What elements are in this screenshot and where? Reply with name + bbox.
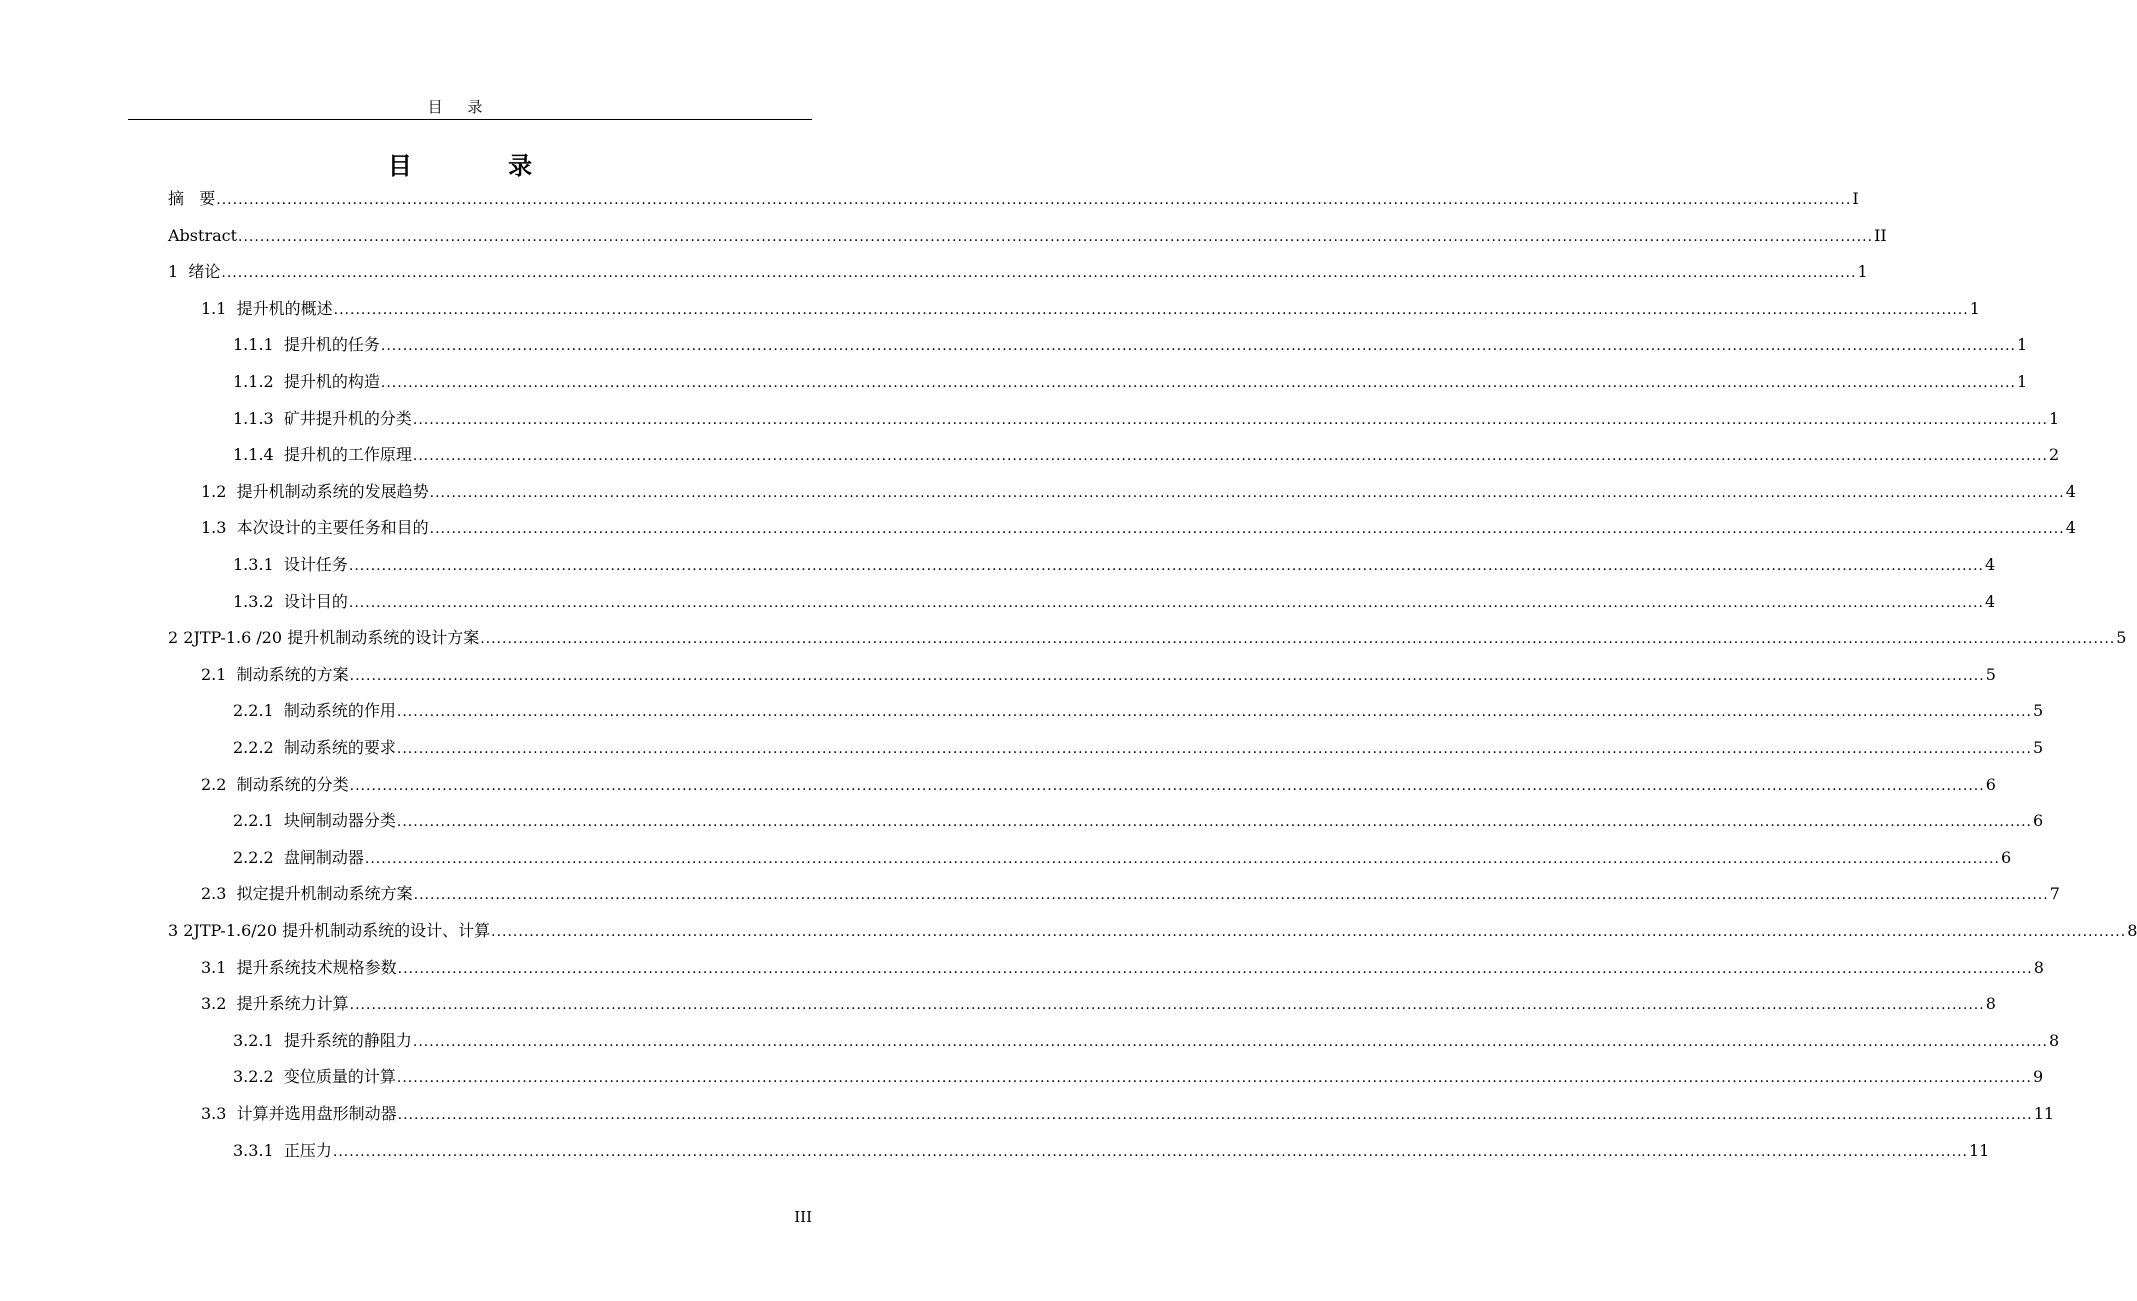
toc-entry-number: 3.3 <box>201 1104 237 1123</box>
toc-entry-page: 1 <box>2016 335 2028 355</box>
toc-entry[interactable] <box>168 1060 2044 1088</box>
header-rule <box>128 119 812 120</box>
toc-entry[interactable] <box>168 768 1996 796</box>
toc-leader-dots: ............................................................................................................................................................................................................................................................................................................ <box>221 265 1857 282</box>
toc-entry[interactable] <box>168 914 2137 942</box>
toc-entry-title: 提升机的工作原理 <box>283 445 412 465</box>
toc-entry[interactable] <box>168 219 1887 247</box>
toc-entry-number: 3.3.1 <box>233 1140 284 1160</box>
toc-entry-page: 4 <box>2065 518 2076 538</box>
toc-entry-number: 1.2 <box>201 481 237 501</box>
toc-entry[interactable] <box>168 585 1996 613</box>
toc-leader-dots: ............................................................................................................................................................................................................................................................................................................ <box>349 777 1985 794</box>
toc-entry-title: 提升机的概述 <box>236 298 333 318</box>
toc-leader-dots: ............................................................................................................................................................................................................................................................................................................ <box>397 960 2033 977</box>
toc-entry-page: 8 <box>2048 1030 2060 1050</box>
toc-entry-page: 5 <box>2032 738 2044 757</box>
toc-leader-dots: ............................................................................................................................................................................................................................................................................................................ <box>396 741 2032 757</box>
toc-leader-dots: ............................................................................................................................................................................................................................................................................................................ <box>348 594 1984 611</box>
toc-entry-page: 1 <box>2048 408 2060 428</box>
toc-leader-dots: ............................................................................................................................................................................................................................................................................................................ <box>380 338 2016 355</box>
toc-entry-title: 2JTP-1.6 /20 提升机制动系统的设计方案 <box>183 628 480 648</box>
toc-leader-dots: ............................................................................................................................................................................................................................................................................................................ <box>396 704 2032 721</box>
toc-leader-dots: ............................................................................................................................................................................................................................................................................................................ <box>429 521 2065 538</box>
toc-entry-number: 2.2.1 <box>233 811 284 831</box>
toc-entry-number: 1.3.2 <box>233 591 284 611</box>
toc-entry-page: 6 <box>2000 847 2012 867</box>
toc-entry-page: 11 <box>2033 1104 2055 1123</box>
toc-entry-number: 1.1 <box>201 298 237 318</box>
toc-entry-page: 6 <box>1985 774 1996 794</box>
toc-entry-title: 提升系统力计算 <box>236 994 349 1014</box>
toc-entry-number: 2.2 <box>201 774 237 794</box>
toc-entry-title: 提升系统的静阻力 <box>283 1030 412 1050</box>
toc-entry-number: 1.1.3 <box>233 408 284 428</box>
toc-entry[interactable] <box>168 804 2044 832</box>
toc-entry[interactable] <box>168 841 2012 869</box>
toc-entry-page: 7 <box>2049 884 2060 904</box>
toc-entry[interactable] <box>168 182 1859 210</box>
toc-entry[interactable] <box>168 292 1980 320</box>
toc-entry-title: 正压力 <box>283 1140 332 1160</box>
toc-entry-title: 提升机制动系统的发展趋势 <box>236 481 429 501</box>
toc-entry-title: 提升机的任务 <box>283 335 380 355</box>
toc-entry-title: 块闸制动器分类 <box>283 811 396 831</box>
toc-leader-dots: ............................................................................................................................................................................................................................................................................................................ <box>491 924 2127 940</box>
toc-entry-page: 4 <box>1984 591 1996 611</box>
toc-entry-number: 2 <box>168 628 184 648</box>
toc-entry-title: 制动系统的作用 <box>283 701 396 721</box>
toc-entry[interactable] <box>168 328 2028 356</box>
toc-leader-dots: ............................................................................................................................................................................................................................................................................................................ <box>413 887 2049 904</box>
toc-entry-number: 3.2 <box>201 994 237 1014</box>
toc-leader-dots: ............................................................................................................................................................................................................................................................................................................ <box>412 448 2048 465</box>
toc-entry-number: 1.1.4 <box>233 445 284 465</box>
toc-entry-page: 11 <box>1968 1140 1990 1160</box>
toc-entry-title: 设计任务 <box>283 555 348 574</box>
toc-entry-title: 变位质量的计算 <box>283 1067 396 1087</box>
toc-entry[interactable] <box>168 511 2076 539</box>
page-title: 目 录 <box>387 151 577 180</box>
toc-entry-title: 计算并选用盘形制动器 <box>236 1104 397 1123</box>
toc-entry-number: 2.2.2 <box>233 847 284 867</box>
toc-leader-dots: ............................................................................................................................................................................................................................................................................................................ <box>412 1033 2048 1050</box>
toc-leader-dots: ............................................................................................................................................................................................................................................................................................................ <box>480 631 2116 648</box>
toc-leader-dots: ............................................................................................................................................................................................................................................................................................................ <box>333 301 1969 318</box>
toc-entry[interactable] <box>168 951 2044 979</box>
toc-leader-dots: ............................................................................................................................................................................................................................................................................................................ <box>380 375 2016 391</box>
toc-entry-title: 盘闸制动器 <box>283 847 364 867</box>
toc-entry[interactable] <box>168 438 2060 466</box>
toc-entry-page: 8 <box>2127 921 2137 940</box>
toc-entry-page: 1 <box>1969 298 1980 318</box>
toc-entry[interactable] <box>168 1134 1990 1162</box>
toc-entry-number: 2.3 <box>201 884 237 904</box>
toc-entry[interactable] <box>168 548 1996 576</box>
toc-entry-number: 3.2.2 <box>233 1067 284 1087</box>
toc-entry-page: 9 <box>2032 1067 2044 1087</box>
toc-entry-page: 1 <box>1857 262 1868 282</box>
toc-entry[interactable] <box>168 731 2044 759</box>
toc-entry[interactable] <box>168 877 2060 905</box>
toc-entry-page: I <box>1852 189 1859 208</box>
toc-leader-dots: ............................................................................................................................................................................................................................................................................................................ <box>412 411 2048 428</box>
toc-entry-title: 2JTP-1.6/20 提升机制动系统的设计、计算 <box>183 921 491 940</box>
toc-leader-dots: ............................................................................................................................................................................................................................................................................................................ <box>349 667 1985 684</box>
toc-entry-page: 1 <box>2016 372 2028 391</box>
toc-entry-number: 2.1 <box>201 664 237 684</box>
toc-entry-number: 3.1 <box>201 957 237 977</box>
toc-entry-page: 4 <box>1984 555 1996 574</box>
toc-entry-title: 绪论 <box>188 262 221 282</box>
toc-entry[interactable] <box>168 402 2060 430</box>
toc-entry[interactable] <box>168 621 2127 649</box>
toc-entry-title: 设计目的 <box>283 591 348 611</box>
toc-entry-page: 6 <box>2032 811 2044 831</box>
running-header: 目 录 <box>427 98 493 116</box>
toc-leader-dots: ............................................................................................................................................................................................................................................................................................................ <box>349 997 1985 1014</box>
toc-entry-number: 1.3.1 <box>233 555 284 574</box>
toc-entry-title: 提升机的构造 <box>283 372 380 391</box>
toc-entry[interactable] <box>168 1024 2060 1052</box>
toc-entry-number: 2.2.2 <box>233 738 284 757</box>
toc-entry-number: 1.3 <box>201 518 237 538</box>
toc-entry-page: 2 <box>2048 445 2060 465</box>
toc-entry-title: 矿井提升机的分类 <box>283 408 412 428</box>
toc-entry-title: 制动系统的分类 <box>236 774 349 794</box>
toc-entry-number: 1.1.1 <box>233 335 284 355</box>
toc-entry-number: 3 <box>168 921 184 940</box>
toc-entry-number: 2.2.1 <box>233 701 284 721</box>
toc-leader-dots: ............................................................................................................................................................................................................................................................................................................ <box>397 1107 2033 1123</box>
toc-leader-dots: ............................................................................................................................................................................................................................................................................................................ <box>364 850 2000 867</box>
toc-entry-title: 制动系统的要求 <box>283 738 396 757</box>
toc-entry[interactable] <box>168 255 1868 283</box>
toc-leader-dots: ............................................................................................................................................................................................................................................................................................................ <box>396 1070 2032 1087</box>
toc-entry-page: II <box>1874 225 1887 245</box>
toc-entry[interactable] <box>168 365 2028 393</box>
toc-entry-title: 制动系统的方案 <box>236 664 349 684</box>
toc-leader-dots: ............................................................................................................................................................................................................................................................................................................ <box>216 192 1852 208</box>
toc-entry[interactable] <box>168 475 2076 503</box>
toc-entry-number: 3.2.1 <box>233 1030 284 1050</box>
toc-entry-title: 摘 要 <box>168 189 216 208</box>
toc-entry-page: 8 <box>1985 994 1996 1014</box>
toc-entry-page: 5 <box>2032 701 2044 721</box>
toc-entry-title: Abstract <box>168 225 238 245</box>
toc-leader-dots: ............................................................................................................................................................................................................................................................................................................ <box>429 484 2065 501</box>
toc-entry-page: 4 <box>2065 481 2076 501</box>
toc-leader-dots: ............................................................................................................................................................................................................................................................................................................ <box>348 558 1984 574</box>
toc-entry-page: 8 <box>2033 957 2044 977</box>
toc-entry[interactable] <box>168 987 1996 1015</box>
toc-entry-title: 拟定提升机制动系统方案 <box>236 884 413 904</box>
toc-entry[interactable] <box>168 1097 2055 1125</box>
toc-entry-number: 1 <box>168 262 189 282</box>
toc-entry-title: 提升系统技术规格参数 <box>236 957 397 977</box>
toc-leader-dots: ............................................................................................................................................................................................................................................................................................................ <box>332 1143 1968 1160</box>
toc-entry-title: 本次设计的主要任务和目的 <box>236 518 429 538</box>
toc-entry-number: 1.1.2 <box>233 372 284 391</box>
toc-entry[interactable] <box>168 694 2044 722</box>
toc-entry-page: 5 <box>1985 664 1996 684</box>
toc-entry-page: 5 <box>2116 628 2127 648</box>
toc-leader-dots: ............................................................................................................................................................................................................................................................................................................ <box>396 814 2032 831</box>
toc-entry[interactable] <box>168 658 1996 686</box>
page-number: III <box>794 1208 812 1226</box>
toc-leader-dots: ............................................................................................................................................................................................................................................................................................................ <box>238 228 1874 245</box>
